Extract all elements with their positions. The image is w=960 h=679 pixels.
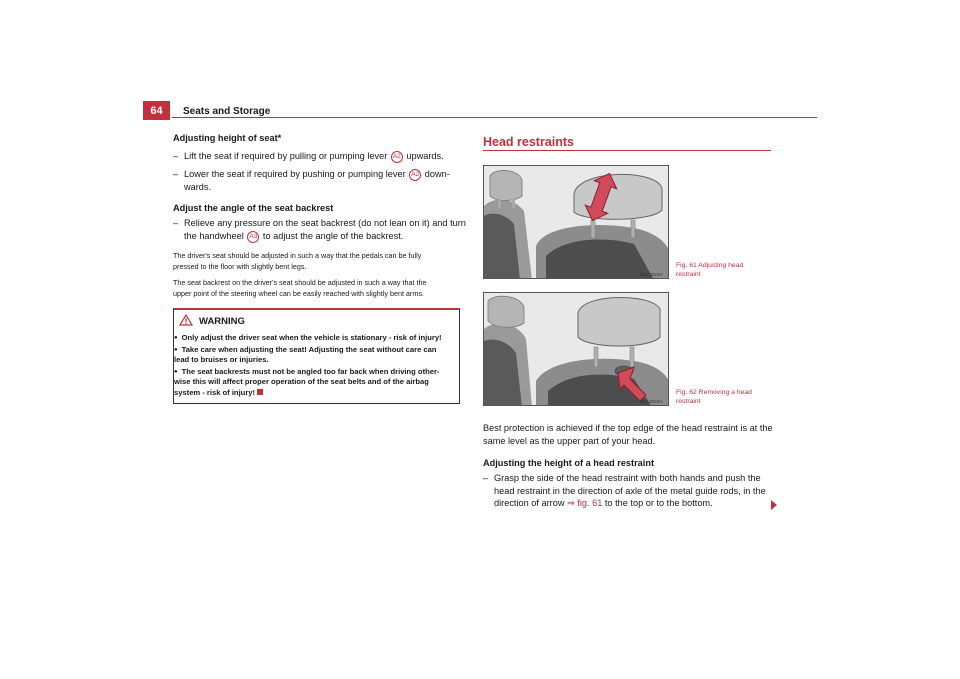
dash: – xyxy=(173,218,179,228)
note-line: The driver's seat should be adjusted in such a way that the pedals can be fully xyxy=(173,251,422,260)
warning-item xyxy=(174,367,456,398)
page-number: 64 xyxy=(143,101,170,120)
note-line: The seat backrest on the driver's seat should be adjusted in such a way that the xyxy=(173,278,427,287)
figure-62 xyxy=(483,292,669,406)
step-text: upwards. xyxy=(406,151,444,161)
end-marker-icon xyxy=(257,389,263,395)
step-text: the handwheel xyxy=(184,231,244,241)
step-text: to the top or to the bottom. xyxy=(604,498,713,508)
paragraph-line: Best protection is achieved if the top edge of the head restraint is at the xyxy=(483,423,773,433)
step-text: Lower the seat if required by pushing or pumping lever xyxy=(184,169,406,179)
heading-adjust-height: Adjusting the height of a head restraint xyxy=(483,458,655,468)
step-lower-seat xyxy=(173,168,450,181)
warning-text: wise this will affect proper operation of the seat belts and of the airbag xyxy=(174,377,429,387)
paragraph-line: same level as the upper part of your head. xyxy=(483,435,656,446)
fig-61-link[interactable]: ⇒ fig. 61 xyxy=(567,498,603,508)
callout-a2: A2 xyxy=(409,169,421,181)
warning-list xyxy=(174,333,456,399)
continue-arrow-icon xyxy=(771,500,777,510)
warning-text: system - risk of injury! xyxy=(174,387,256,397)
callout-a3: A3 xyxy=(247,231,259,243)
header-rule xyxy=(172,117,817,118)
warning-triangle-icon xyxy=(179,314,193,326)
warning-text: Only adjust the driver seat when the vehicle is stationary - risk of injury! xyxy=(181,333,442,343)
heading-head-restraints: Head restraints xyxy=(483,135,575,149)
callout-a2: A2 xyxy=(391,151,403,163)
warning-item xyxy=(174,345,456,366)
warning-text: The seat backrests must not be angled too far back when driving other- xyxy=(181,366,440,376)
note-steering xyxy=(173,278,463,299)
section-title: Seats and Storage xyxy=(183,106,271,117)
caption-line: restraint xyxy=(676,270,701,278)
caption-line: restraint xyxy=(676,397,701,405)
dash: – xyxy=(173,169,179,179)
heading-backrest: Adjust the angle of the seat backrest xyxy=(173,203,334,213)
paragraph-protection xyxy=(483,422,783,447)
step-adjust-head-restraint xyxy=(483,472,783,510)
step-line xyxy=(483,497,783,510)
heading-seat-height: Adjusting height of seat* xyxy=(173,133,282,143)
note-line: pressed to the floor with slightly bent legs. xyxy=(173,261,307,271)
dash: – xyxy=(173,151,179,161)
step-line: head restraint in the direction of axle of the metal guide rods, in the xyxy=(494,485,766,496)
step-line xyxy=(483,472,783,485)
dash: – xyxy=(483,473,489,483)
head-restraint-adjust-illustration xyxy=(484,166,669,279)
step-text: Lift the seat if required by pulling or pumping lever xyxy=(184,151,388,161)
figure-62-caption xyxy=(676,389,766,406)
step-lift-seat xyxy=(173,150,444,163)
head-restraint-remove-illustration xyxy=(484,293,669,406)
note-line: upper point of the steering wheel can be easily reached with slightly bent arms. xyxy=(173,288,424,298)
figure-61 xyxy=(483,165,669,279)
step-text: down- xyxy=(424,169,450,179)
caption-line: Fig. 62 Removing a head xyxy=(676,389,752,396)
step-lower-seat-cont: wards. xyxy=(184,182,212,192)
figure-code: B5J-2022H xyxy=(640,399,663,404)
step-backrest xyxy=(173,217,466,230)
warning-title: WARNING xyxy=(199,316,245,327)
warning-text: Take care when adjusting the seat! Adjusting the seat without care can xyxy=(181,344,437,354)
step-text: Relieve any pressure on the seat backrest (do not lean on it) and turn xyxy=(184,218,466,228)
step-backrest-cont xyxy=(184,230,403,243)
note-pedals xyxy=(173,251,463,272)
figure-code: B5J-2021H xyxy=(640,272,663,277)
caption-line: Fig. 61 Adjusting head xyxy=(676,262,744,269)
step-text: Grasp the side of the head restraint with both hands and push the xyxy=(494,473,761,483)
warning-text: lead to bruises or injuries. xyxy=(174,355,269,365)
figure-61-caption xyxy=(676,262,766,279)
step-text: to adjust the angle of the backrest. xyxy=(262,231,404,241)
heading-rule xyxy=(483,150,771,151)
step-text: direction of arrow xyxy=(494,498,565,508)
warning-item xyxy=(174,333,456,344)
